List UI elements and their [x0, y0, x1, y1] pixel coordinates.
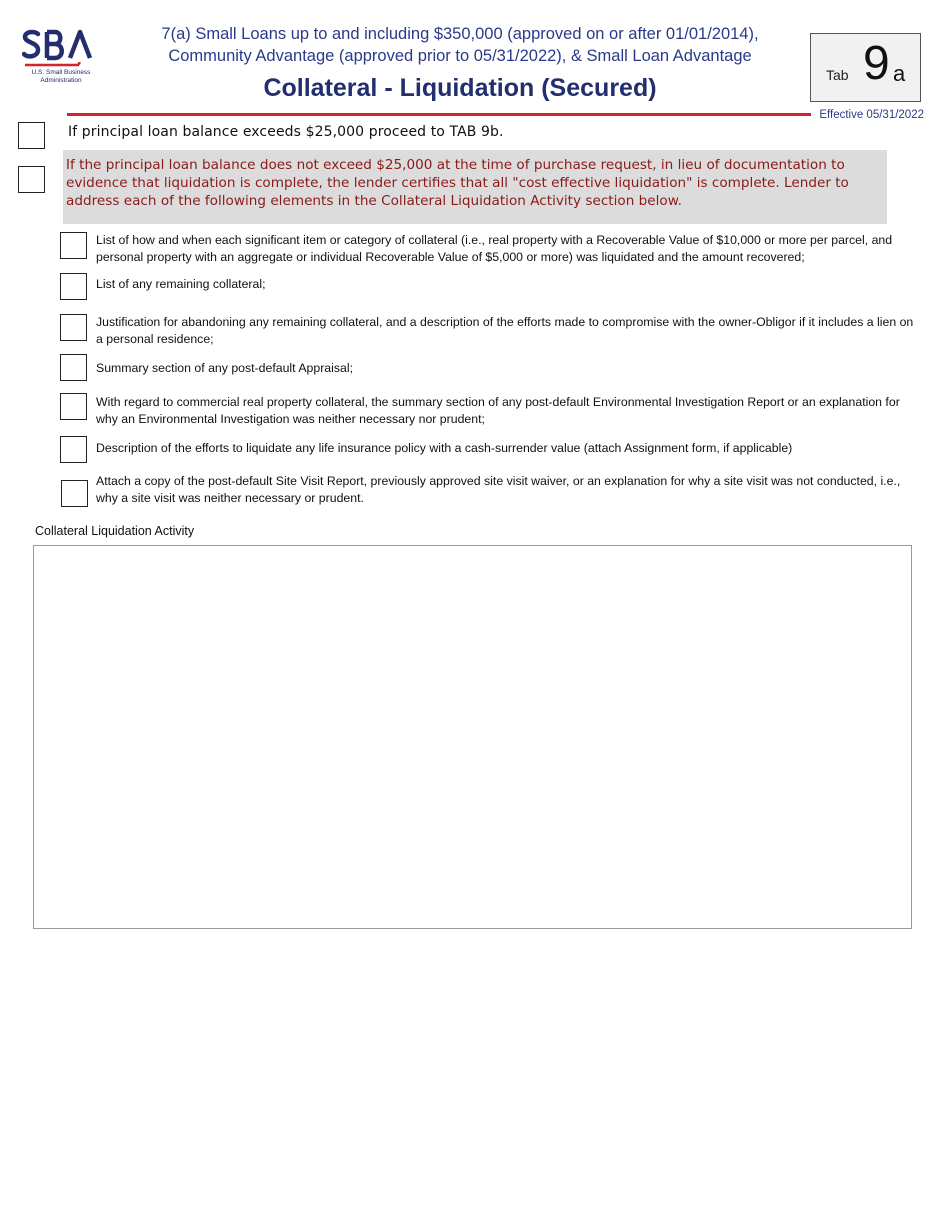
element-text-1: List of how and when each significant item or category of collateral (i.e., real property with a Recoverable Value of $10,000 or more per parcel, and personal property with an aggregate or individual Recoverable Value of $5,000 or more) was liquidated and the amount recovered; [96, 233, 893, 264]
header-subtitle-line1: 7(a) Small Loans up to and including $350,000 (approved on or after 01/01/2014), [161, 25, 759, 43]
activity-box [33, 545, 912, 929]
element-text-4: Summary section of any post-default Appraisal; [96, 361, 353, 375]
effective-date: Effective 05/31/2022 [819, 109, 924, 121]
element-checkbox-4[interactable] [60, 354, 87, 381]
element-text-5: With regard to commercial real property collateral, the summary section of any post-default Environmental Investigation Report or an explanation for why an Environmental Investigation was neither necessary nor prudent; [96, 395, 900, 426]
tab-indicator [810, 33, 921, 102]
element-text-7: Attach a copy of the post-default Site Visit Report, previously approved site visit waiver, or an explanation for why a site visit was not conducted, i.e., why a site visit was neither necessary or prudent. [96, 474, 901, 505]
sba-logo-mark [22, 28, 98, 62]
element-checkbox-3[interactable] [60, 314, 87, 341]
element-checkbox-7[interactable] [61, 480, 88, 507]
agency-name: U.S. Small Business Administration [31, 69, 91, 84]
not-exceed-25000-notice: If the principal loan balance does not exceed $25,000 at the time of purchase request, in lieu of documentation to evidence that liquidation is complete, the lender certifies that all "cost effective liquidation" is complete. Lender to address each of the following elements in the Collateral Liquidation Activity section below. [63, 150, 887, 224]
element-text-2: List of any remaining collateral; [96, 277, 266, 291]
element-checkbox-5[interactable] [60, 393, 87, 420]
tab-number: 9 [863, 37, 890, 90]
tab-label: Tab [826, 67, 849, 83]
element-text-6: Description of the efforts to liquidate any life insurance policy with a cash-surrender value (attach Assignment form, if applicable) [96, 441, 793, 455]
element-checkbox-6[interactable] [60, 436, 87, 463]
header-subtitle-line2: Community Advantage (approved prior to 05/31/2022), & Small Loan Advantage [168, 47, 752, 65]
activity-input[interactable] [34, 546, 911, 928]
not-exceed-25000-checkbox[interactable] [18, 166, 45, 193]
element-text-3: Justification for abandoning any remaining collateral, and a description of the efforts made to compromise with the owner-Obligor if it includes a lien on a personal residence; [96, 315, 914, 346]
sba-logo-underline [22, 62, 98, 68]
element-checkbox-2[interactable] [60, 273, 87, 300]
header-rule [67, 113, 811, 116]
element-checkbox-1[interactable] [60, 232, 87, 259]
page-title: Collateral - Liquidation (Secured) [263, 74, 657, 102]
tab-suffix: a [893, 61, 906, 86]
exceeds-25000-checkbox[interactable] [18, 122, 45, 149]
exceeds-25000-text: If principal loan balance exceeds $25,000 proceed to TAB 9b. [68, 124, 504, 140]
sba-logo [22, 28, 100, 112]
activity-label: Collateral Liquidation Activity [35, 524, 195, 538]
